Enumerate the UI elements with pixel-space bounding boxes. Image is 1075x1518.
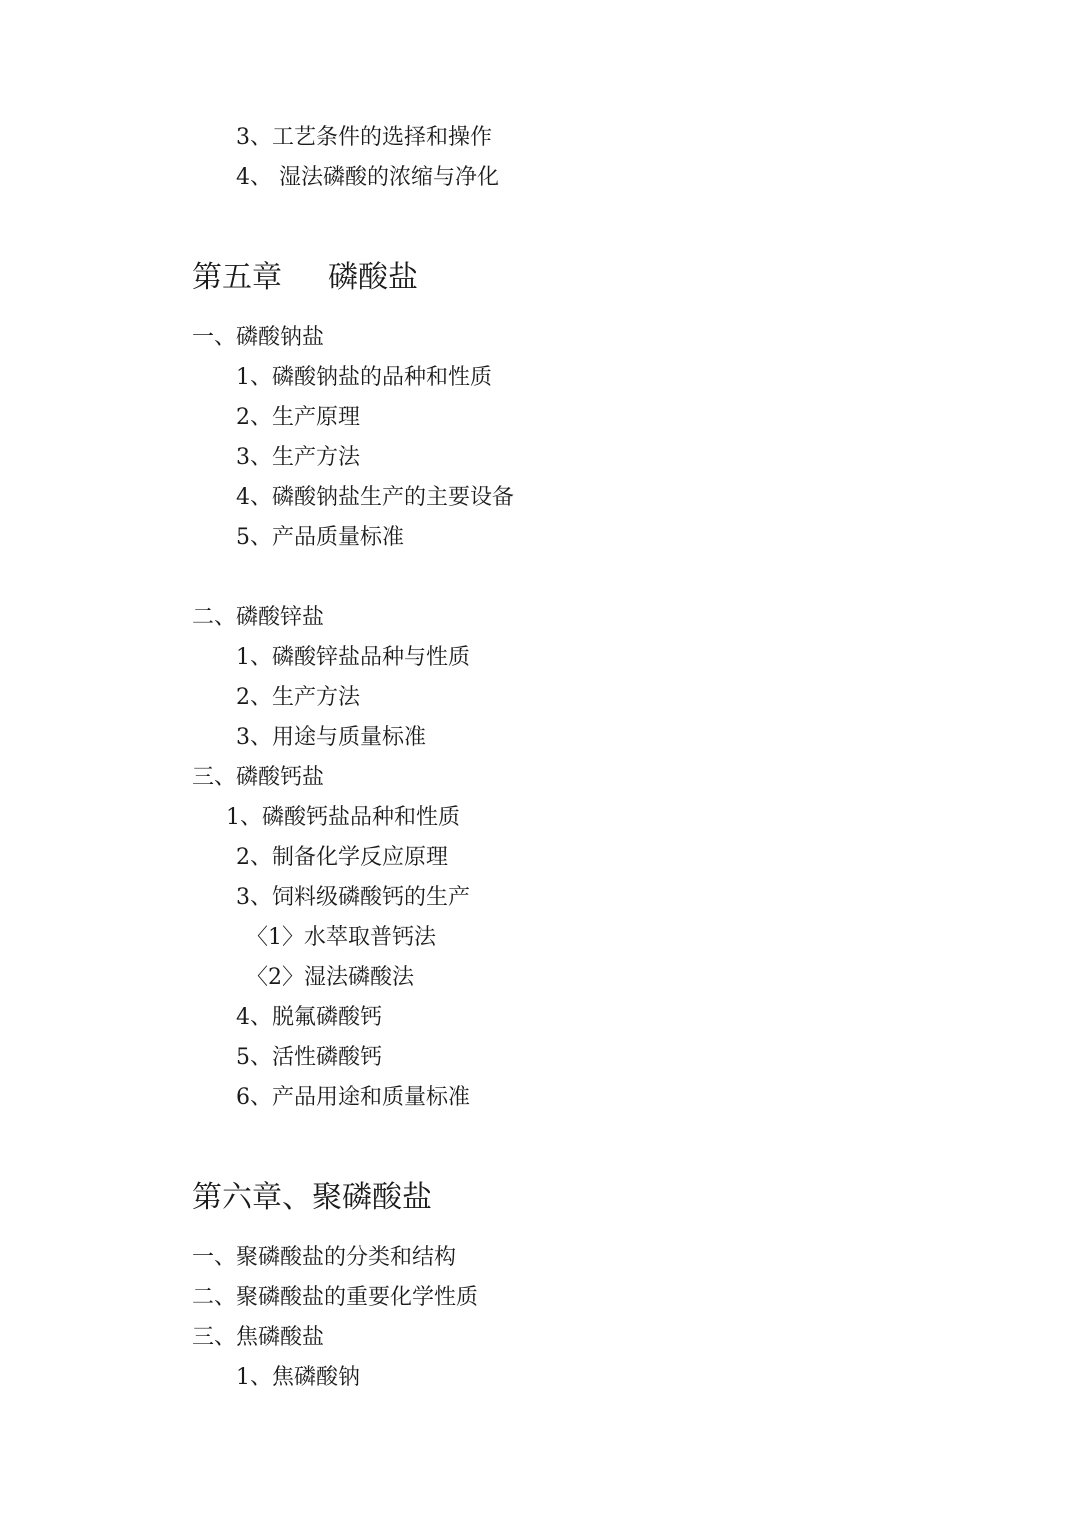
list-item: 3、饲料级磷酸钙的生产 xyxy=(236,885,470,910)
list-item: 6、产品用途和质量标准 xyxy=(236,1085,470,1110)
list-item: 3、生产方法 xyxy=(236,445,360,470)
section-heading: 三、磷酸钙盐 xyxy=(192,765,325,790)
list-item: 4、脱氟磷酸钙 xyxy=(236,1005,382,1030)
list-item: 1、磷酸钙盐品种和性质 xyxy=(226,805,460,830)
chapter-heading: 第六章、聚磷酸盐 xyxy=(192,1180,432,1215)
chapter-number: 第五章 xyxy=(192,260,282,295)
list-item: 1、焦磷酸钠 xyxy=(236,1365,360,1390)
section-heading: 二、聚磷酸盐的重要化学性质 xyxy=(192,1285,479,1310)
list-item: 1、磷酸钠盐的品种和性质 xyxy=(236,365,492,390)
list-item: 1、磷酸锌盐品种与性质 xyxy=(236,645,470,670)
section-heading: 三、焦磷酸盐 xyxy=(192,1325,325,1350)
list-item: 2、生产原理 xyxy=(236,405,360,430)
list-item: 5、产品质量标准 xyxy=(236,525,404,550)
list-item: 2、生产方法 xyxy=(236,685,360,710)
section-heading: 二、磷酸锌盐 xyxy=(192,605,325,630)
chapter-title: 磷酸盐 xyxy=(328,260,418,295)
list-item: 4、磷酸钠盐生产的主要设备 xyxy=(236,485,514,510)
list-item: 3、用途与质量标准 xyxy=(236,725,426,750)
sub-list-item: 〈2〉湿法磷酸法 xyxy=(246,965,414,990)
list-item: 2、制备化学反应原理 xyxy=(236,845,448,870)
list-item: 3、工艺条件的选择和操作 xyxy=(236,125,492,150)
section-heading: 一、聚磷酸盐的分类和结构 xyxy=(192,1245,457,1270)
list-item: 5、活性磷酸钙 xyxy=(236,1045,382,1070)
chapter-heading xyxy=(192,260,418,296)
list-item: 4、 湿法磷酸的浓缩与净化 xyxy=(236,165,499,190)
sub-list-item: 〈1〉水萃取普钙法 xyxy=(246,925,436,950)
section-heading: 一、磷酸钠盐 xyxy=(192,325,325,350)
